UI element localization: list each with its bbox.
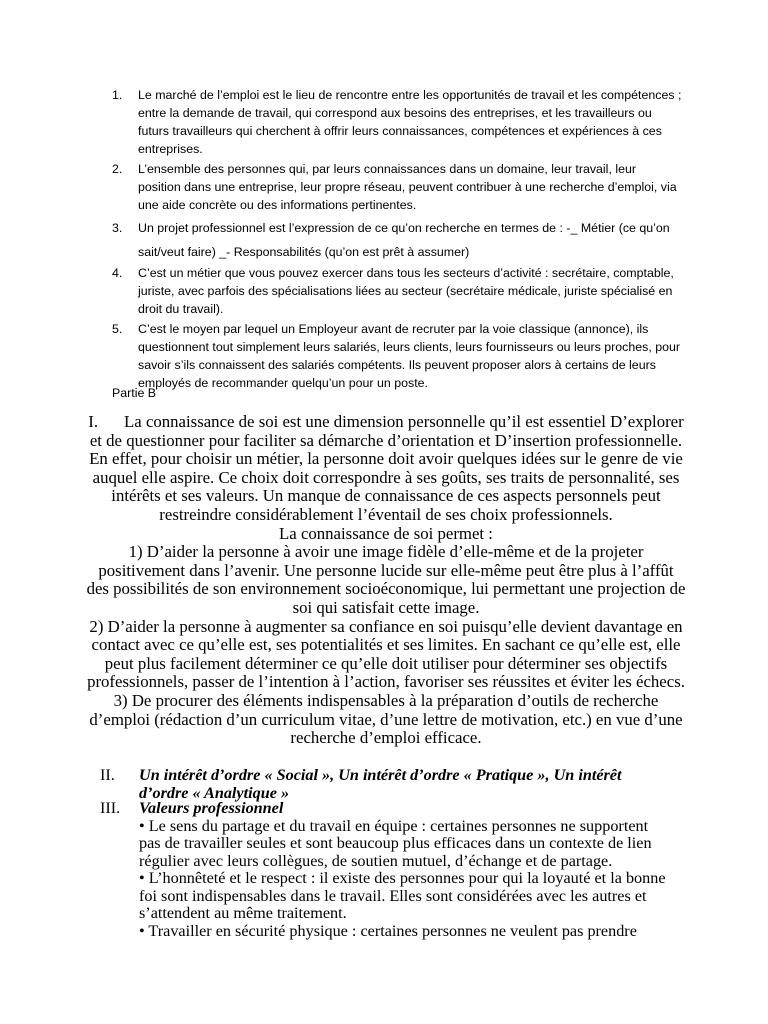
list-item-number: 3. [112,221,123,235]
section-1-point-2: 2) D’aider la personne à augmenter sa confiance en soi puisqu’elle devient davantage en contact avec ce qu’elle est, ses potentialités et ses limites. En sachant ce qu’elle est, elle peut plus facilement déterminer ce qu’elle doit utiliser pour déterminer ses objectifs professionnels, passer de l’intention à l’action, favoriser ses réussites et éviter les échecs. [87,616,685,692]
list-item-text: C’est le moyen par lequel un Employeur avant de recruter par la voie classique (annonce), ils questionnent tout simplement leurs salariés, leurs clients, leurs fournisseurs ou leurs proches, pour savoir s’ils connaissent des salariés compétents. Ils peuvent proposer alors à certains de leurs employés de recommander quelqu’un pour un poste. [138,322,681,390]
bullet-item: • L’honnêteté et le respect : il existe des personnes pour qui la loyauté et la bonne foi sont indispensables dans le travail. Elles sont considérées avec les autres et s’attendent au même traitement. [139,869,666,922]
bullet-item: • Le sens du partage et du travail en équipe : certaines personnes ne supportent pas de travailler seules et sont beaucoup plus efficaces dans un contexte de lien régulier avec leurs collègues, de soutien mutuel, d’échange et de partage. [139,816,652,870]
section-3-number: III. [100,799,121,817]
section-2-number: II. [100,766,115,784]
bullet-item: • Travailler en sécurité physique : certaines personnes ne veulent pas prendre [139,921,637,940]
section-1-permet: La connaissance de soi permet : [279,523,493,543]
list-item [112,320,682,392]
list-item [112,86,682,158]
list-item-number: 5. [112,322,123,336]
list-item-text: C’est un métier que vous pouvez exercer dans tous les secteurs d’activité : secrétaire, comptable, juriste, avec parfois des spécialisations liées au secteur (secrétaire médicale, juriste spécialisé en droit du travail). [138,266,674,316]
section-1 [86,413,686,748]
section-1-point-3: 3) De procurer des éléments indispensables à la préparation d’outils de recherche d’emploi (rédaction d’un curriculum vitae, d’une lettre de motivation, etc.) en vue d’une recherche d’emploi efficace. [89,690,683,748]
part-b-heading: Partie B [112,386,157,400]
list-item-text: L’ensemble des personnes qui, par leurs connaissances dans un domaine, leur travail, leur position dans une entreprise, leur propre réseau, peuvent contribuer à une recherche d’emploi, via une aide concrète ou des informations pertinentes. [138,162,677,212]
section-3 [100,800,670,940]
section-2 [100,767,670,802]
list-item-text: Le marché de l’emploi est le lieu de rencontre entre les opportunités de travail et les compétences ; entre la demande de travail, qui correspond aux besoins des entreprises, et les travailleurs ou futurs travailleurs qui cherchent à offrir leurs connaissances, compétences et expériences à ces entreprises. [138,88,682,156]
section-2-text: Un intérêt d’ordre « Social », Un intérêt d’ordre « Pratique », Un intérêt d’ordre « Analytique » [139,766,622,802]
section-3-title: Valeurs professionnel [139,799,284,817]
section-1-number: I. [88,412,99,431]
list-item-number: 4. [112,266,123,280]
section-1-text: La connaissance de soi est une dimension personnelle qu’il est essentiel D’explorer et de questionner pour faciliter sa démarche d’orientation et D’insertion professionnelle. En effet, pour choisir un métier, la personne doit avoir quelques idées sur le genre de vie auquel elle aspire. Ce choix doit correspondre à ses goûts, ses traits de personnalité, ses intérêts et ses valeurs. Un manque de connaissance de ces aspects personnels peut restreindre considérablement l’éventail de ses choix professionnels. [89,412,684,524]
part-a-numbered-list [112,86,682,394]
list-item [112,216,682,264]
list-item-number: 2. [112,162,123,176]
section-1-intro [86,413,686,525]
section-3-body [139,800,670,940]
list-item-text: Un projet professionnel est l’expression de ce qu’on recherche en termes de : -_ Métier (ce qu’on sait/veut faire) _- Responsabilités (qu’on est prêt à assumer) [138,221,670,259]
list-item [112,264,682,318]
list-item-number: 1. [112,88,123,102]
list-item [112,160,682,214]
section-1-point-1: 1) D’aider la personne à avoir une image fidèle d’elle-même et de la projeter positivement dans l’avenir. Une personne lucide sur elle-même peut être plus à l’affût des possibilités de son environnement socioéconomique, lui permettant une projection de soi qui satisfait cette image. [86,542,686,617]
